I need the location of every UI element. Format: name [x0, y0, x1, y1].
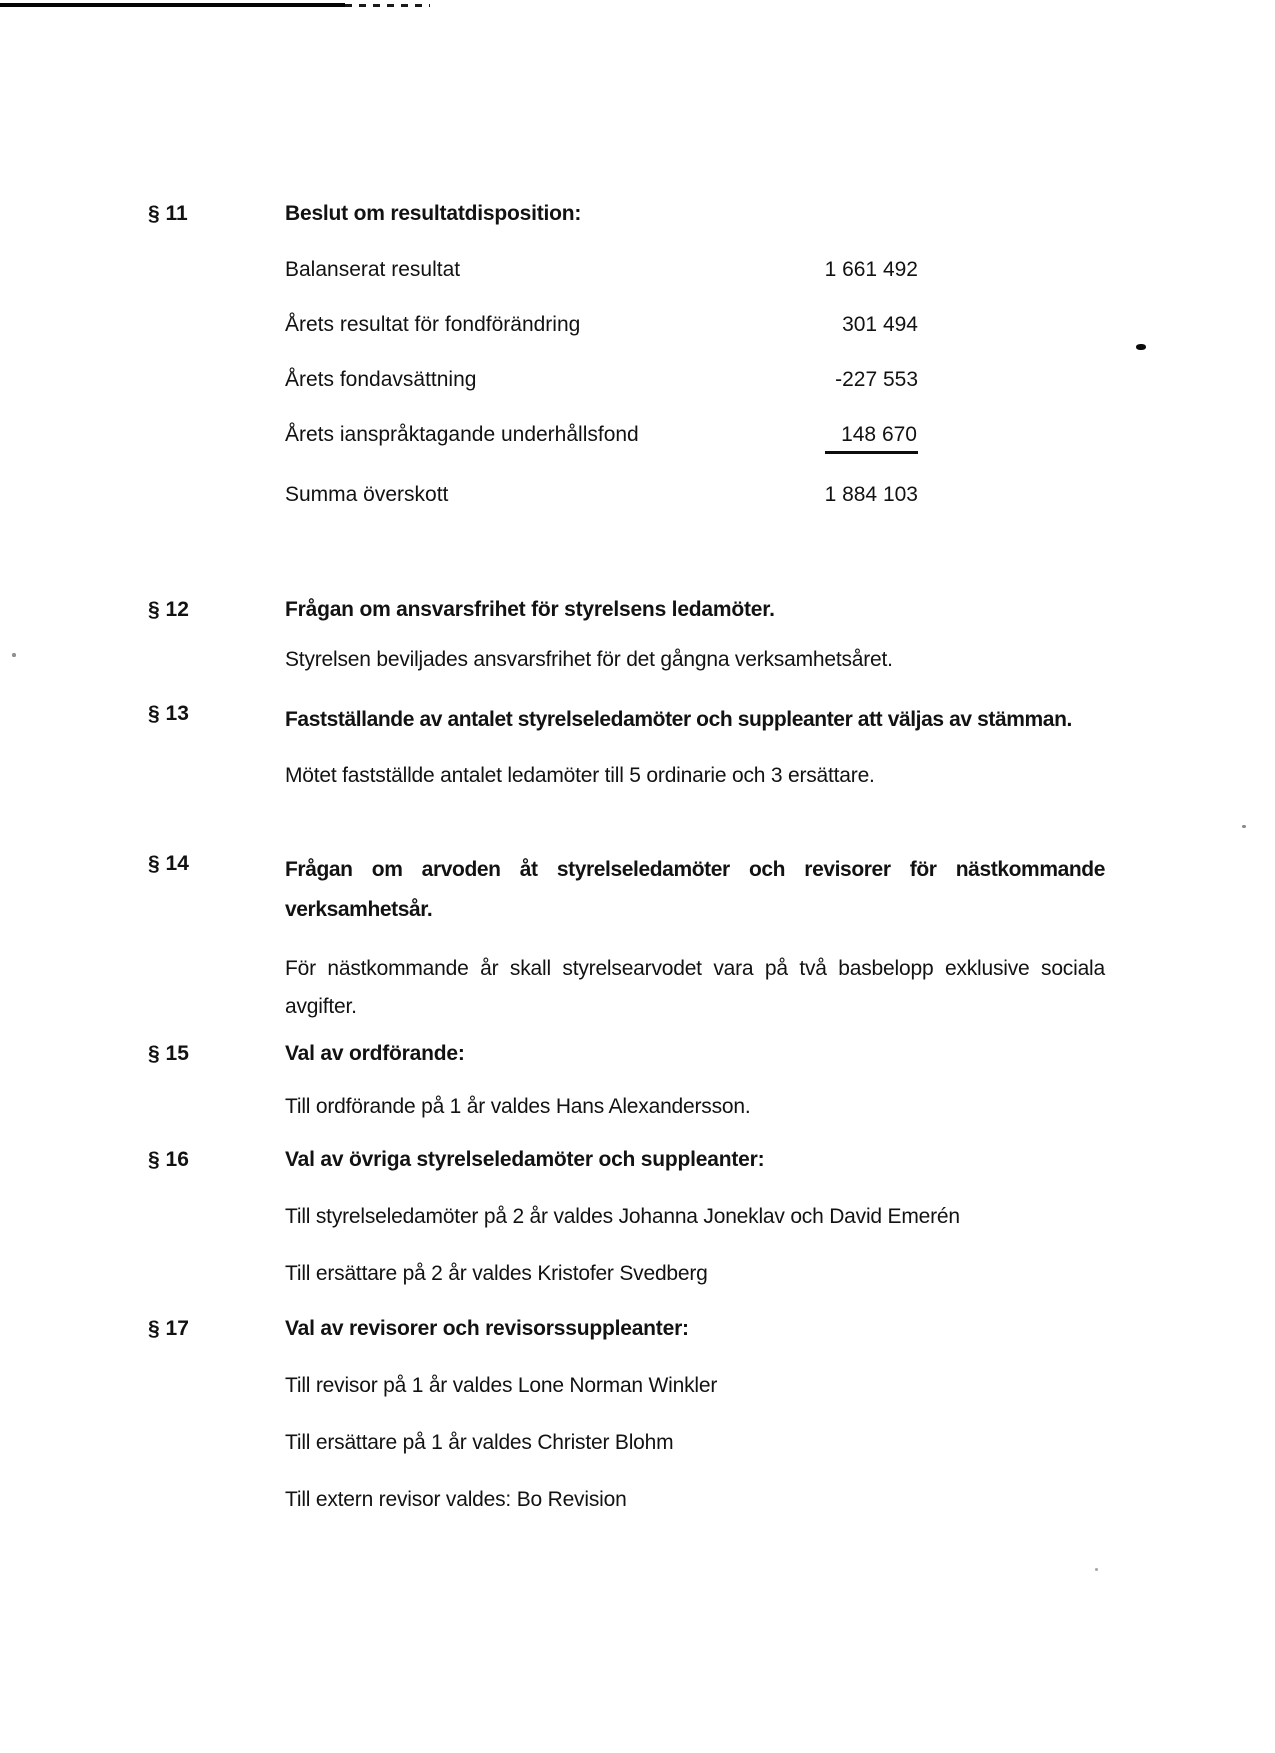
- table-row: [285, 421, 918, 454]
- section-13: [148, 700, 1105, 790]
- paragraph: Till revisor på 1 år valdes Lone Norman Winkler: [285, 1374, 718, 1397]
- paragraph: Till extern revisor valdes: Bo Revision: [285, 1488, 627, 1511]
- section-number: § 16: [148, 1148, 189, 1171]
- row-label: Balanserat resultat: [285, 258, 461, 281]
- scan-speck: [12, 653, 16, 657]
- section-16: [148, 1146, 1105, 1288]
- section-heading: Frågan om ansvarsfrihet för styrelsens ledamöter.: [285, 598, 775, 621]
- section-heading: Beslut om resultatdisposition:: [285, 202, 582, 225]
- scan-speck: [1136, 344, 1146, 350]
- section-17: [148, 1315, 1105, 1514]
- scan-speck: [1242, 825, 1246, 828]
- section-number: § 15: [148, 1042, 189, 1065]
- paragraph: Till ordförande på 1 år valdes Hans Alexandersson.: [285, 1095, 751, 1118]
- section-15: [148, 1040, 1105, 1121]
- section-heading: Val av revisorer och revisorssuppleanter:: [285, 1317, 689, 1340]
- paragraph: För nästkommande år skall styrelsearvodet vara på två basbelopp exklusive sociala avgifter.: [285, 957, 1105, 1018]
- row-label: Årets resultat för fondförändring: [285, 313, 581, 336]
- table-row: [285, 366, 918, 394]
- section-number: § 12: [148, 598, 189, 621]
- row-label: Årets fondavsättning: [285, 368, 477, 391]
- table-row: [285, 481, 918, 509]
- row-value: 301 494: [842, 313, 918, 336]
- section-heading: Val av övriga styrelseledamöter och suppleanter:: [285, 1148, 765, 1171]
- result-disposition-table: [285, 256, 918, 509]
- section-number: § 11: [148, 202, 188, 225]
- section-14: [148, 850, 1105, 1026]
- section-number: § 13: [148, 702, 189, 725]
- table-row: [285, 256, 918, 284]
- scan-artifact-top-line: [0, 3, 345, 7]
- section-11: [148, 200, 1105, 536]
- row-label: Summa överskott: [285, 483, 449, 506]
- table-row: [285, 311, 918, 339]
- section-number: § 17: [148, 1317, 189, 1340]
- paragraph: Mötet fastställde antalet ledamöter till 5 ordinarie och 3 ersättare.: [285, 764, 875, 787]
- paragraph: Till ersättare på 1 år valdes Christer Blohm: [285, 1431, 674, 1454]
- row-value-underlined: 148 670: [788, 421, 918, 454]
- row-label: Årets ianspråktagande underhållsfond: [285, 423, 639, 446]
- row-value: 1 884 103: [824, 483, 918, 506]
- paragraph: Till styrelseledamöter på 2 år valdes Johanna Joneklav och David Emerén: [285, 1205, 960, 1228]
- section-heading: Fastställande av antalet styrelseledamöter och suppleanter att väljas av stämman.: [285, 708, 1072, 731]
- paragraph: Till ersättare på 2 år valdes Kristofer Svedberg: [285, 1262, 708, 1285]
- paragraph: Styrelsen beviljades ansvarsfrihet för det gångna verksamhetsåret.: [285, 648, 893, 671]
- section-12: [148, 596, 1105, 674]
- scan-speck: [1095, 1568, 1098, 1571]
- row-value: -227 553: [835, 368, 918, 391]
- scan-artifact-top-line-dashes: [345, 4, 430, 7]
- row-value: 1 661 492: [824, 258, 918, 281]
- section-heading: Val av ordförande:: [285, 1042, 465, 1065]
- section-number: § 14: [148, 852, 189, 875]
- section-heading: Frågan om arvoden åt styrelseledamöter och revisorer för nästkommande verksamhetsår.: [285, 858, 1105, 921]
